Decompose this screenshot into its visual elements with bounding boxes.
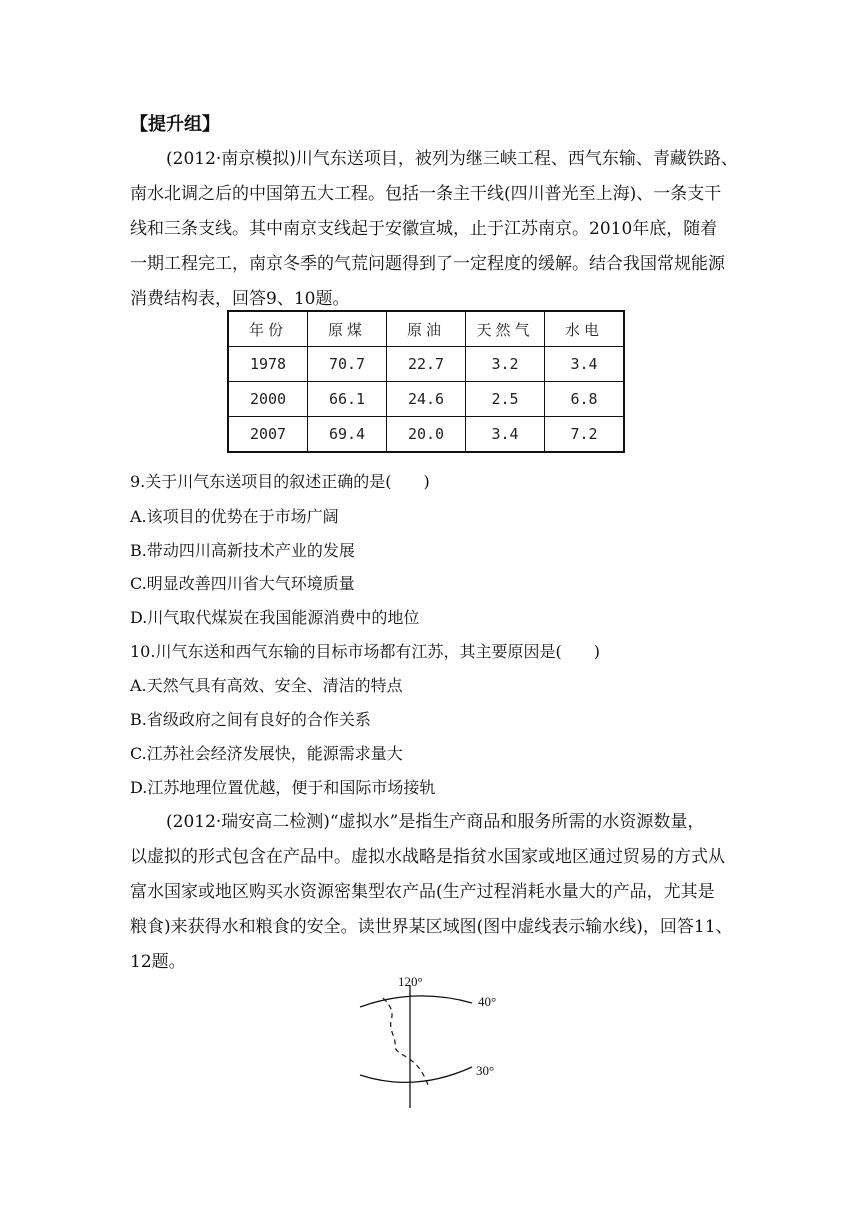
passage-line: (2012·南京模拟)川气东送项目，被列为继三峡工程、西气东输、青藏铁路、 [166, 149, 738, 169]
latitude-40-line [360, 996, 472, 1007]
table-cell: 2007 [228, 417, 308, 453]
table-cell: 20.0 [387, 417, 466, 453]
table-cell: 3.4 [545, 347, 625, 382]
table-row [228, 347, 624, 382]
table-cell: 1978 [228, 347, 308, 382]
passage-line: 富水国家或地区购买水资源密集型农产品(生产过程消耗水量大的产品，尤其是 [130, 882, 715, 902]
passage-line: 南水北调之后的中国第五大工程。包括一条主干线(四川普光至上海)、一条支干 [130, 184, 722, 204]
passage-line: 线和三条支线。其中南京支线起于安徽宣城，止于江苏南京。2010年底，随着 [130, 219, 718, 239]
table-cell: 3.4 [466, 417, 545, 453]
table-cell: 70.7 [308, 347, 387, 382]
table-cell: 2000 [228, 382, 308, 417]
table-cell: 24.6 [387, 382, 466, 417]
question-9-option-d: D.川气取代煤炭在我国能源消费中的地位 [130, 608, 420, 627]
intro-passage-2 [130, 805, 733, 980]
question-10-option-b: B.省级政府之间有良好的合作关系 [130, 710, 371, 729]
passage-line: (2012·瑞安高二检测)“虚拟水”是指生产商品和服务所需的水资源数量， [166, 812, 705, 832]
passage-line: 以虚拟的形式包含在产品中。虚拟水战略是指贫水国家或地区通过贸易的方式从 [130, 847, 725, 867]
question-10-stem: 10.川气东送和西气东输的目标市场都有江苏，其主要原因是( ) [130, 642, 600, 661]
table-cell: 6.8 [545, 382, 625, 417]
passage-line: 粮食)来获得水和粮食的安全。读世界某区域图(图中虚线表示输水线)，回答11、 [130, 917, 733, 937]
table-row [228, 382, 624, 417]
table-header-cell: 原煤 [308, 311, 387, 347]
energy-consumption-table [227, 310, 625, 453]
table-cell: 3.2 [466, 347, 545, 382]
table-header-row [228, 311, 624, 347]
table-header-cell: 水电 [545, 311, 625, 347]
table-cell: 2.5 [466, 382, 545, 417]
table-header-cell: 年份 [228, 311, 308, 347]
water-transfer-route [383, 998, 428, 1085]
region-map-figure [350, 975, 520, 1119]
meridian-label: 120° [398, 975, 423, 989]
passage-line: 12题。 [130, 952, 186, 972]
passage-line: 消费结构表，回答9、10题。 [130, 289, 350, 309]
question-9-option-a: A.该项目的优势在于市场广阔 [130, 507, 339, 526]
table-header-cell: 天然气 [466, 311, 545, 347]
question-9-option-b: B.带动四川高新技术产业的发展 [130, 541, 355, 560]
table-row [228, 417, 624, 453]
table-cell: 69.4 [308, 417, 387, 453]
table-cell: 22.7 [387, 347, 466, 382]
latitude-south-label: 30° [476, 1063, 495, 1078]
table-cell: 7.2 [545, 417, 625, 453]
question-9-option-c: C.明显改善四川省大气环境质量 [130, 574, 355, 593]
question-10-option-a: A.天然气具有高效、安全、清洁的特点 [130, 676, 403, 695]
latitude-north-label: 40° [478, 994, 497, 1009]
question-9-stem: 9.关于川气东送项目的叙述正确的是( ) [130, 472, 430, 491]
question-10-option-c: C.江苏社会经济发展快，能源需求量大 [130, 744, 403, 763]
question-10-option-d: D.江苏地理位置优越，便于和国际市场接轨 [130, 778, 436, 797]
table-header-cell: 原油 [387, 311, 466, 347]
region-map-svg [350, 975, 520, 1115]
table-cell: 66.1 [308, 382, 387, 417]
intro-passage-1 [130, 142, 738, 317]
section-heading: 【提升组】 [130, 114, 220, 135]
latitude-30-line [360, 1067, 472, 1082]
passage-line: 一期工程完工，南京冬季的气荒问题得到了一定程度的缓解。结合我国常规能源 [130, 254, 725, 274]
